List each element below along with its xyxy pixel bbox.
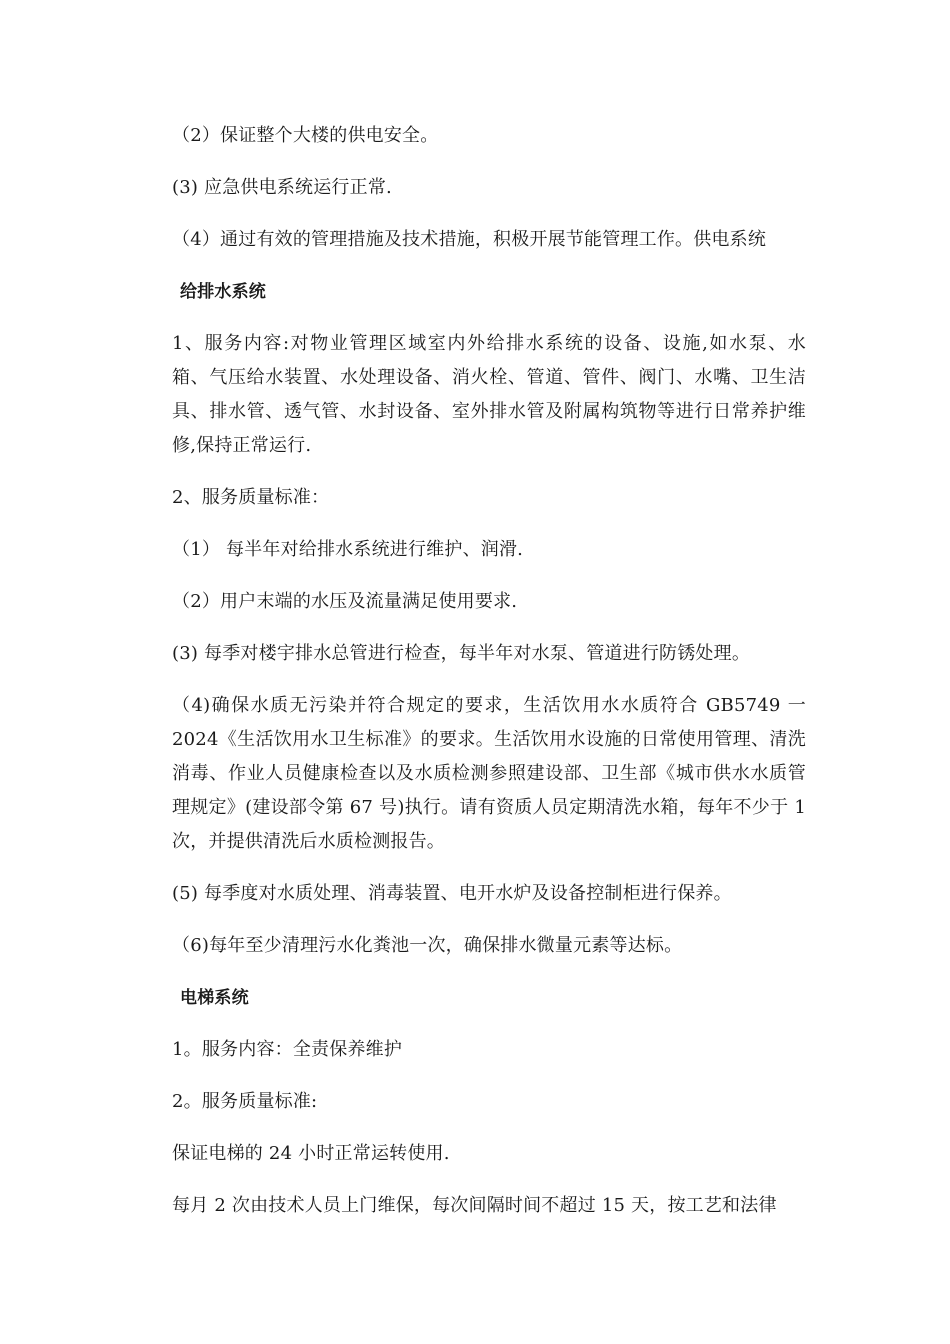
- water-service-content-line-4: 修,保持正常运行.: [172, 435, 312, 456]
- water-service-content-line-1: 1、服务内容:对物业管理区域室内外给排水系统的设备、设施,如水泵、水: [172, 333, 806, 354]
- elevator-standard-maintenance: 每月 2 次由技术人员上门维保，每次间隔时间不超过 15 天，按工艺和法律: [172, 1195, 777, 1216]
- water-standard-item-6: （6)每年至少清理污水化粪池一次，确保排水微量元素等达标。: [172, 935, 683, 956]
- paragraph-power-safety: （2）保证整个大楼的供电安全。: [172, 125, 439, 146]
- water-standard-item-1: （1） 每半年对给排水系统进行维护、润滑.: [172, 539, 524, 560]
- elevator-quality-standard-heading: 2。服务质量标准:: [172, 1091, 318, 1112]
- heading-elevator-system: 电梯系统: [180, 988, 249, 1008]
- water-standard-item-2: （2）用户末端的水压及流量满足使用要求.: [172, 591, 518, 612]
- paragraph-emergency-power: (3) 应急供电系统运行正常.: [172, 177, 392, 198]
- elevator-service-content: 1。服务内容：全责保养维护: [172, 1039, 403, 1060]
- paragraph-energy-saving: （4）通过有效的管理措施及技术措施，积极开展节能管理工作。供电系统: [172, 229, 767, 250]
- water-standard-item-4-line-3: 消毒、作业人员健康检查以及水质检测参照建设部、卫生部《城市供水水质管: [172, 763, 806, 784]
- elevator-standard-24h: 保证电梯的 24 小时正常运转使用.: [172, 1143, 450, 1164]
- water-service-content-line-2: 箱、气压给水装置、水处理设备、消火栓、管道、管件、阀门、水嘴、卫生洁: [172, 367, 806, 388]
- water-standard-item-4-line-4: 理规定》(建设部令第 67 号)执行。请有资质人员定期清洗水箱，每年不少于 1: [172, 797, 806, 818]
- water-standard-item-4-line-2: 2024《生活饮用水卫生标准》的要求。生活饮用水设施的日常使用管理、清洗: [172, 729, 806, 750]
- heading-water-system: 给排水系统: [180, 282, 266, 302]
- water-standard-item-3: (3) 每季对楼宇排水总管进行检查，每半年对水泵、管道进行防锈处理。: [172, 643, 751, 664]
- water-standard-item-4-line-5: 次，并提供清洗后水质检测报告。: [172, 831, 445, 852]
- water-standard-item-4-line-1: （4)确保水质无污染并符合规定的要求，生活饮用水水质符合 GB5749 一: [172, 695, 806, 716]
- water-quality-standard-heading: 2、服务质量标准：: [172, 487, 330, 508]
- water-standard-item-5: (5) 每季度对水质处理、消毒装置、电开水炉及设备控制柜进行保养。: [172, 883, 732, 904]
- water-service-content-line-3: 具、排水管、透气管、水封设备、室外排水管及附属构筑物等进行日常养护维: [172, 401, 806, 422]
